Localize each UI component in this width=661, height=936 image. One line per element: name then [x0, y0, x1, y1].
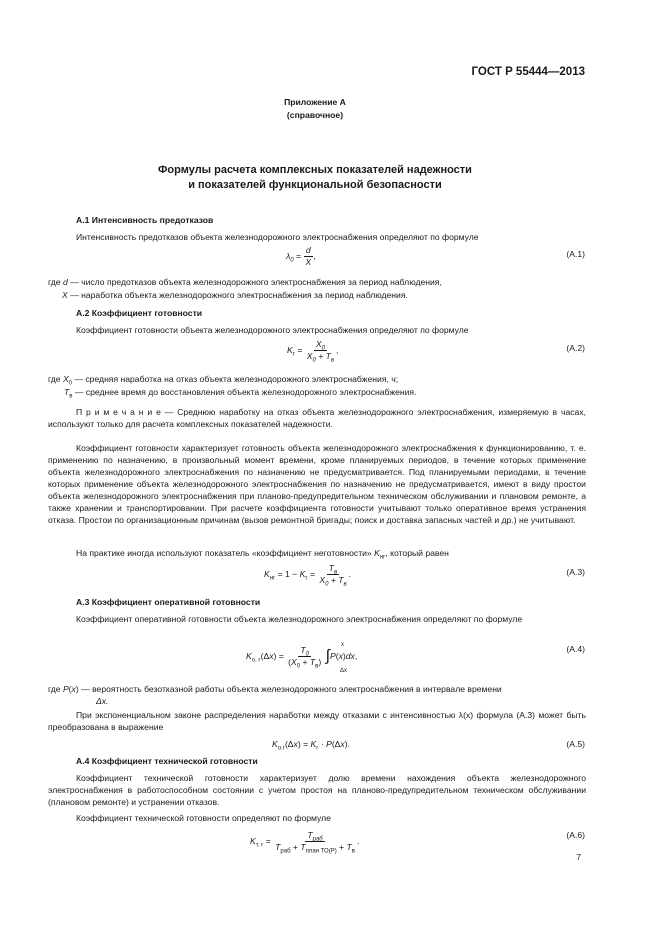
- paragraph-a2-unreadiness: На практике иногда используют показатель «коэффициент неготовности» $K_{нг}$, который равен: [76, 548, 449, 561]
- paragraph-a3-exponential: При экспоненциальном законе распределения наработки между отказами с интенсивностью λ(x) формула (А.3) может быть преобразована в выражение: [48, 710, 586, 732]
- formula-a2: $K_г$ = $\frac{X_0}{X_0 + T_в}$ ,: [287, 339, 339, 364]
- where-a3-line1: где P(x) — вероятность безотказной работы объекта железнодорожного электроснабжения в интервале времени: [48, 684, 502, 694]
- section-a4-formula-intro: Коэффициент технической готовности определяют по формуле: [76, 813, 331, 823]
- main-title-line1: Формулы расчета комплексных показателей надежности: [158, 164, 472, 176]
- formula-a5: $K_{о.г}(\Delta x) = K_г \cdot P(\Delta x)$.: [272, 739, 350, 752]
- section-a2-text: Коэффициент готовности объекта железнодорожного электроснабжения определяют по формуле: [76, 325, 469, 335]
- integral-upper-limit: x: [341, 642, 344, 648]
- formula-a1-denominator: X: [305, 257, 312, 267]
- integral-lower-limit: Δx: [340, 668, 348, 674]
- section-a4-heading: А.4 Коэффициент технической готовности: [76, 756, 258, 766]
- eq-number-a4: (А.4): [566, 644, 585, 654]
- document-id: ГОСТ Р 55444—2013: [471, 66, 585, 78]
- eq-number-a1: (А.1): [566, 249, 585, 259]
- formula-a1-numerator: d: [305, 245, 311, 255]
- paragraph-a2-readiness: Коэффициент готовности характеризует готовность объекта железнодорожного электроснабжения к функционированию, т. е. применению по назначению, в произвольный момент времени, кроме планируемых периодов, в течение которых применение объекта железнодорожного электроснабжения по назначению не предусматривается. Под планируемыми периодами, в течение которых применение объекта железнодорожного электроснабжения по назначению не предусматривается, имеют в виду простои объекта железнодорожного электроснабжения при планово-предупредительном техническом обслуживании и плановом ремонте, а также хранении и транспортировании. При расчете коэффициента готовности учитывают только оперативное время устранения отказа. Простои по организационным причинам (вызов ремонтной бригады; поиск и доставка запасных частей и др.) не учитывают.: [48, 443, 586, 525]
- page-number: 7: [576, 852, 581, 862]
- section-a1-text: Интенсивность предотказов объекта железнодорожного электроснабжения определяют по формуле: [76, 232, 479, 242]
- section-a4-text: Коэффициент технической готовности характеризует долю времени нахождения объекта железнодорожного электроснабжения в работоспособном состоянии с учетом простоя на планово-предупредительном техническом обслуживании (плановом ремонте) и устранении отказов.: [48, 773, 586, 807]
- formula-a3: $K_{нг} = 1 - K_г$ = $\frac{T_в}{X_0 + T_в}$ .: [264, 563, 352, 588]
- section-a2-heading: А.2 Коэффициент готовности: [76, 308, 203, 318]
- where-a1-line2: X — наработка объекта железнодорожного электроснабжения за период наблюдения.: [62, 290, 408, 300]
- where-a1-line1: где d — число предотказов объекта железнодорожного электроснабжения за период наблюдения,: [48, 277, 442, 287]
- note-a2: П р и м е ч а н и е — Среднюю наработку на отказ объекта железнодорожного электроснабжения, измеряемую в часах, используют только для расчета комплексных показателей надежности.: [48, 407, 586, 429]
- formula-a4: $K_{о. г}(\Delta x)$ = $\frac{T_0}{(X_0 + T_в)}$ ∫P(x)dx,: [246, 645, 358, 670]
- main-title-line2: и показателей функциональной безопасности: [188, 179, 442, 191]
- section-a3-heading: А.3 Коэффициент оперативной готовности: [76, 597, 261, 607]
- appendix-title: Приложение А: [284, 97, 346, 107]
- section-a3-text: Коэффициент оперативной готовности объекта железнодорожного электроснабжения определяют по формуле: [76, 614, 523, 624]
- formula-a6: $K_{т. г}$ = $\frac{T_{раб}}{T_{раб} + T_{план ТО(Р)} + T_в}$ .: [250, 830, 360, 855]
- where-a2-line1: где $X_0$ — средняя наработка на отказ объекта железнодорожного электроснабжения, ч;: [48, 374, 399, 387]
- eq-number-a6: (А.6): [566, 830, 585, 840]
- appendix-subtitle: (справочное): [286, 110, 344, 120]
- eq-number-a3: (А.3): [566, 567, 585, 577]
- section-a1-heading: А.1 Интенсивность предотказов: [76, 215, 214, 225]
- where-a2-line2: $T_в$ — среднее время до восстановления объекта железнодорожного электроснабжения.: [64, 387, 417, 400]
- eq-number-a5: (А.5): [566, 739, 585, 749]
- where-a3-line2: Δx.: [96, 696, 109, 706]
- eq-number-a2: (А.2): [566, 343, 585, 353]
- formula-a1: $\lambda_0$ = $\frac{d}{X}$ ,: [286, 245, 316, 267]
